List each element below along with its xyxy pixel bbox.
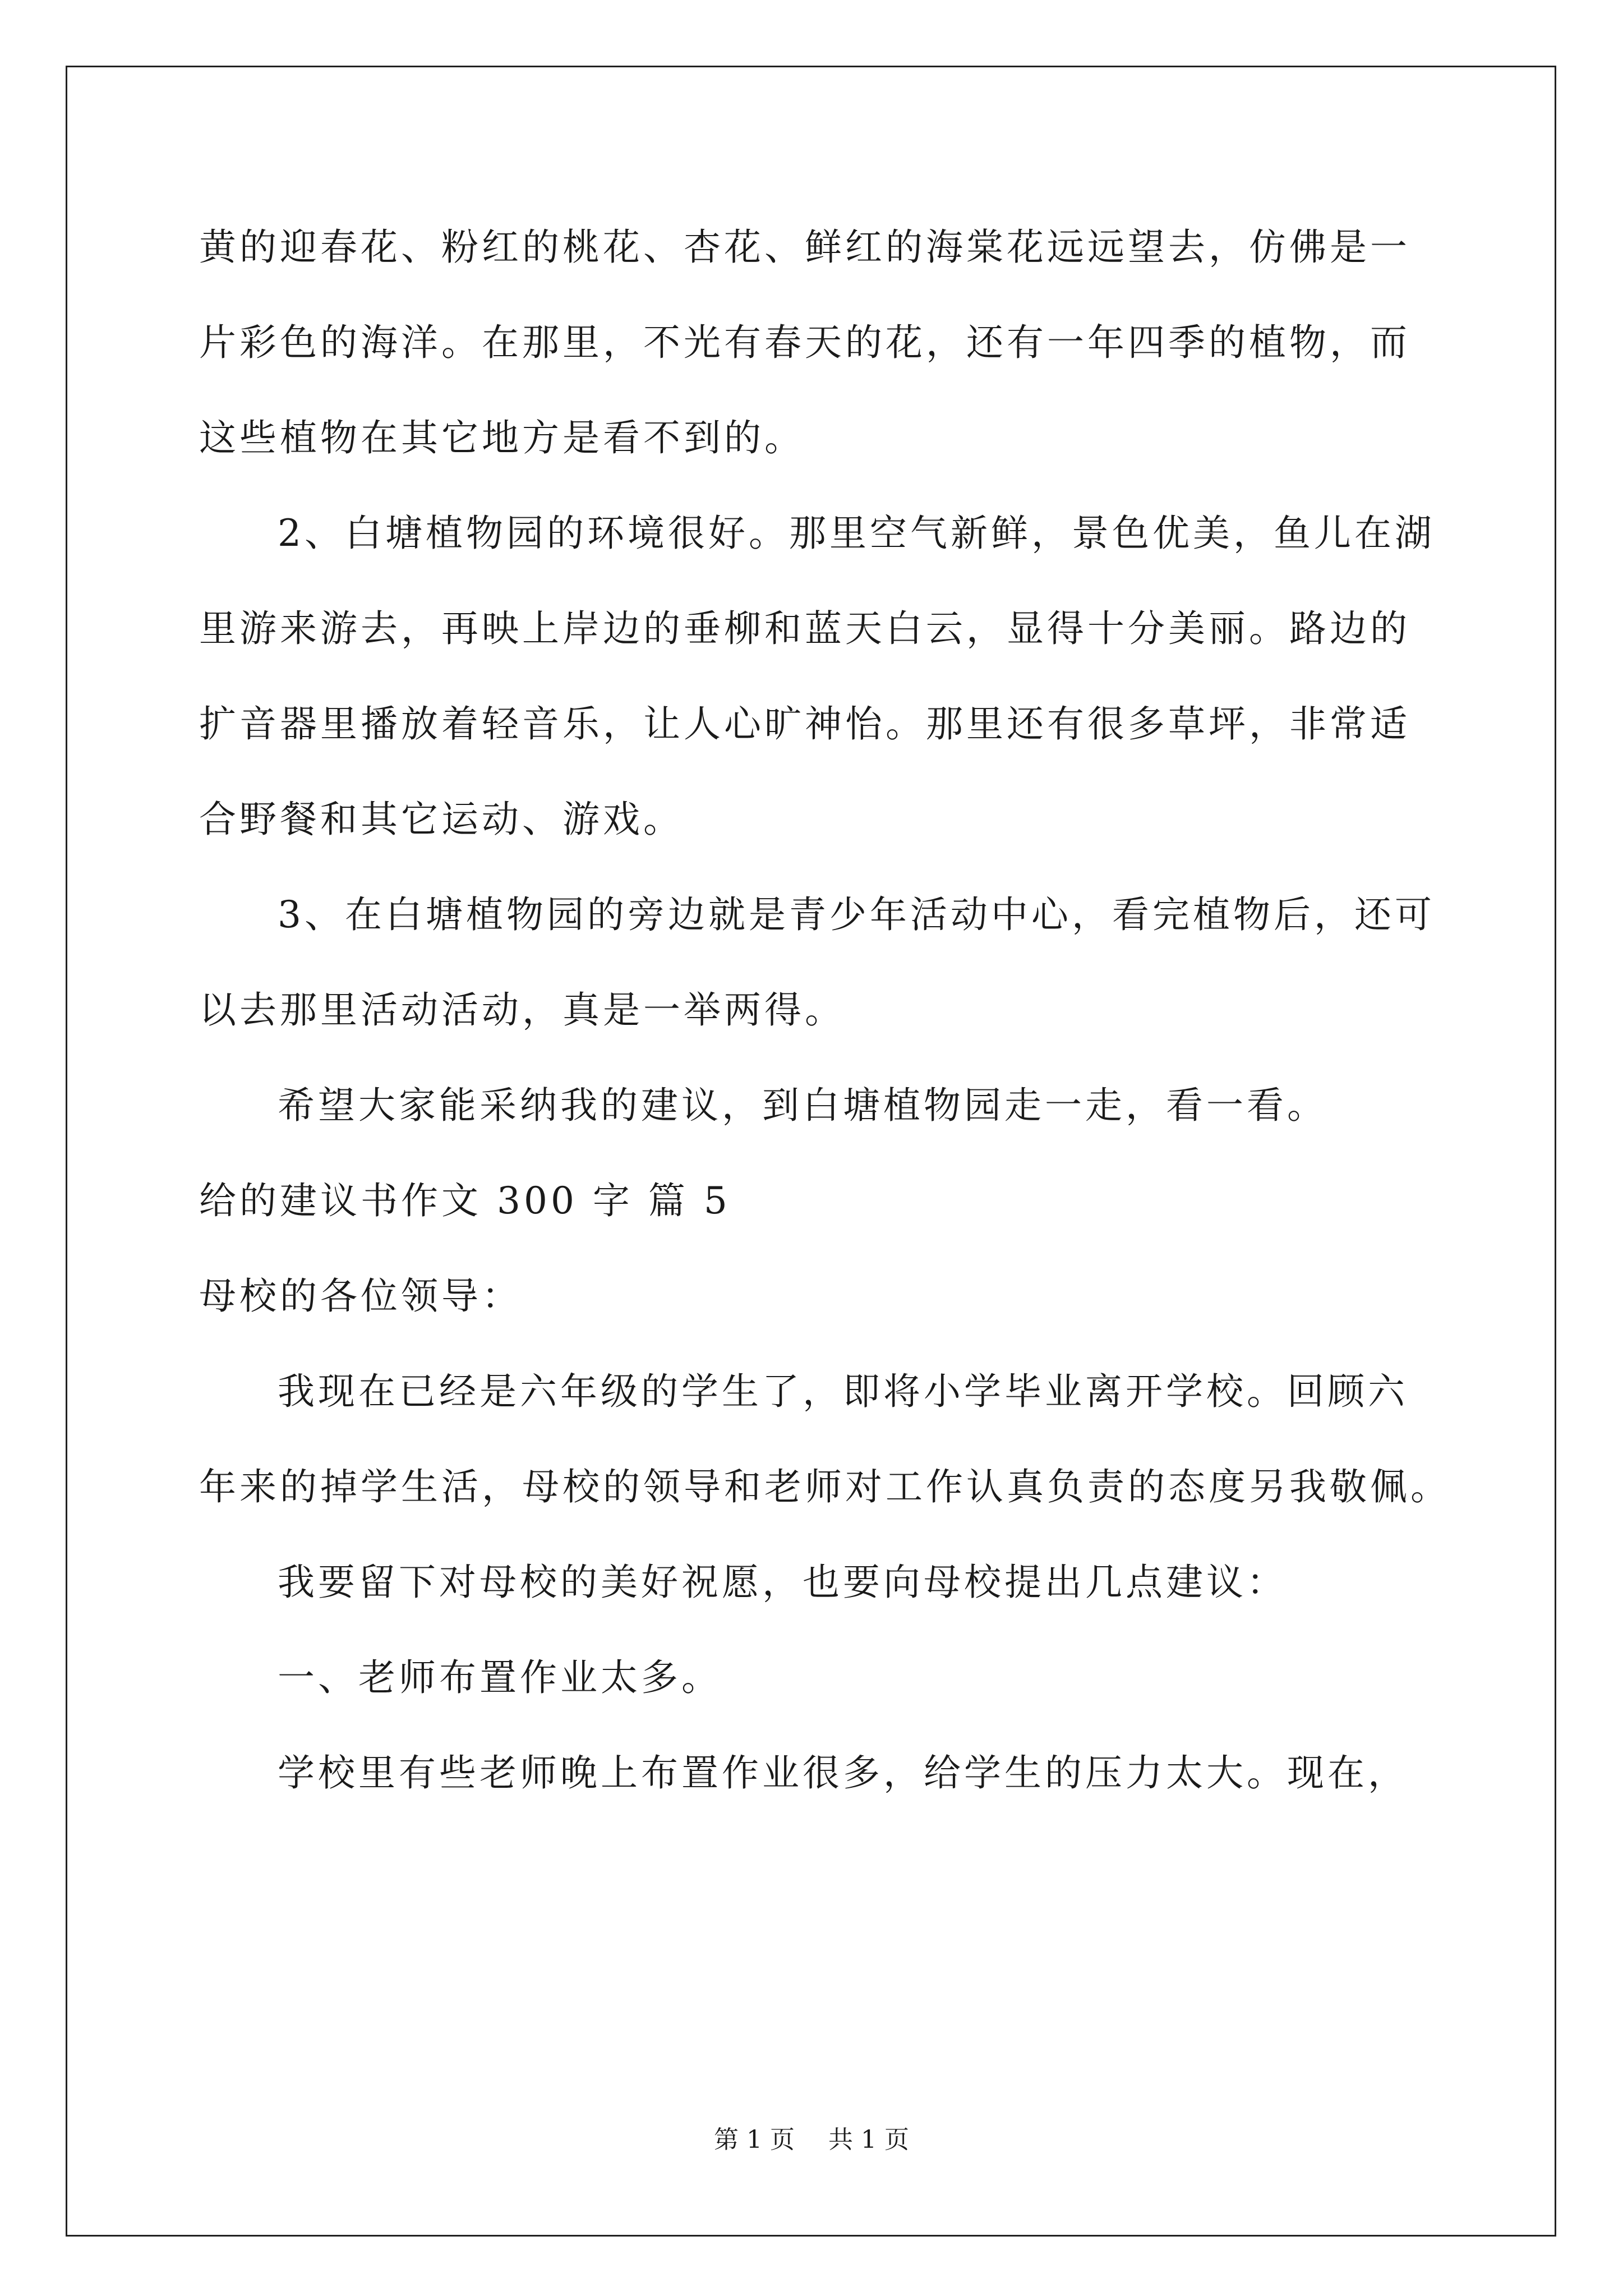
text-line: 年来的掉学生活，母校的领导和老师对工作认真负责的态度另我敬佩。 xyxy=(199,1465,1451,1508)
salutation: 母校的各位领导： xyxy=(199,1274,522,1318)
text-line: 3、在白塘植物园的旁边就是青少年活动中心，看完植物后，还可 xyxy=(278,893,1435,936)
text-line: 2、白塘植物园的环境很好。那里空气新鲜，景色优美，鱼儿在湖 xyxy=(278,512,1435,555)
text-line: 学校里有些老师晚上布置作业很多，给学生的压力太大。现在， xyxy=(278,1751,1408,1795)
text-line: 一、老师布置作业太多。 xyxy=(278,1656,722,1699)
text-line: 里游来游去，再映上岸边的垂柳和蓝天白云，显得十分美丽。路边的 xyxy=(199,607,1410,650)
page-number: 第 1 页 xyxy=(714,2125,795,2154)
page-footer xyxy=(0,2123,1623,2157)
text-line: 片彩色的海洋。在那里，不光有春天的花，还有一年四季的植物，而 xyxy=(199,321,1410,364)
document-body xyxy=(199,200,1451,1821)
text-line: 我现在已经是六年级的学生了，即将小学毕业离开学校。回顾六 xyxy=(278,1370,1408,1413)
text-line: 我要留下对母校的美好祝愿，也要向母校提出几点建议： xyxy=(278,1561,1287,1604)
text-line: 希望大家能采纳我的建议，到白塘植物园走一走，看一看。 xyxy=(278,1084,1327,1127)
page-total: 共 1 页 xyxy=(828,2125,909,2154)
text-line: 以去那里活动活动，真是一举两得。 xyxy=(199,988,845,1032)
text-line: 扩音器里播放着轻音乐，让人心旷神怡。那里还有很多草坪，非常适 xyxy=(199,702,1410,746)
text-line: 这些植物在其它地方是看不到的。 xyxy=(199,416,805,459)
section-heading: 给的建议书作文 300 字 篇 5 xyxy=(199,1179,731,1222)
text-line: 合野餐和其它运动、游戏。 xyxy=(199,798,684,841)
text-line: 黄的迎春花、粉红的桃花、杏花、鲜红的海棠花远远望去，仿佛是一 xyxy=(199,226,1410,269)
